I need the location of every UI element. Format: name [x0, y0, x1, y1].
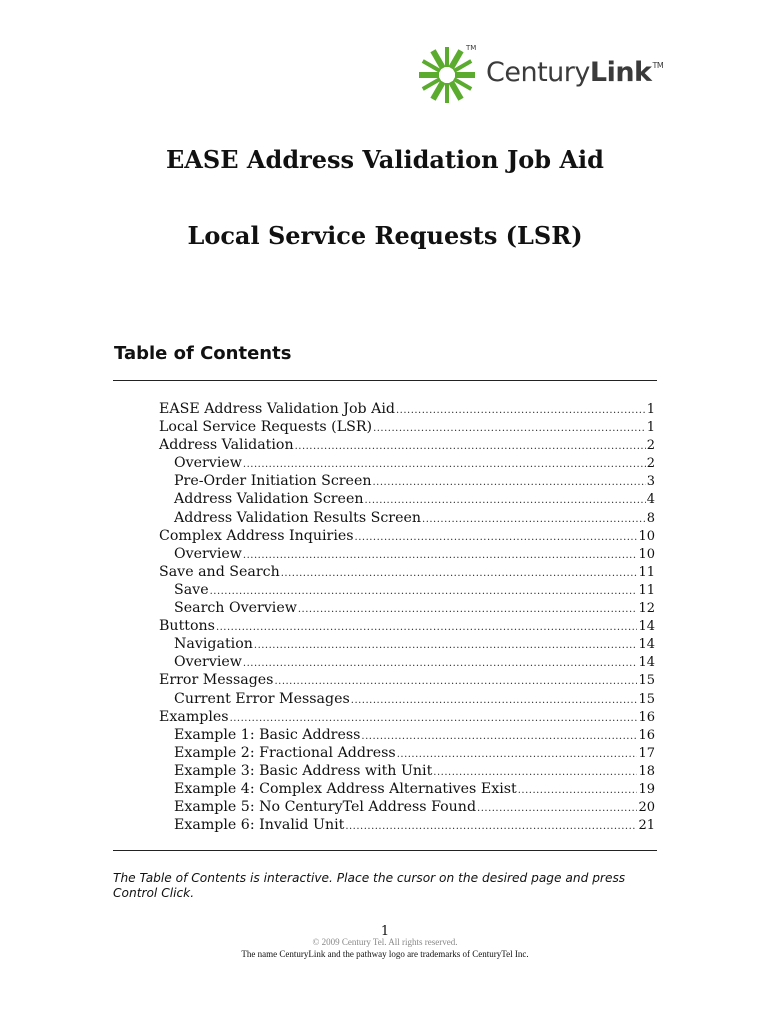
toc-leader-dots [298, 604, 638, 615]
toc-leader-dots [361, 731, 637, 742]
toc-leader-dots [243, 658, 638, 669]
toc-entry-page: 10 [638, 546, 655, 562]
toc-entry[interactable] [159, 491, 655, 509]
toc-entry-page: 12 [638, 601, 655, 617]
pathway-logo-icon [416, 44, 478, 106]
toc-entry-page: 8 [646, 510, 655, 526]
toc-entry[interactable] [159, 564, 655, 582]
toc-bottom-divider [113, 850, 657, 851]
toc-entry-label: Overview [174, 455, 242, 472]
toc-entry-label: Example 4: Complex Address Alternatives Exist [174, 780, 517, 797]
toc-leader-dots [373, 423, 646, 434]
toc-entry[interactable] [159, 817, 655, 835]
toc-entry-page: 2 [646, 438, 655, 454]
page-number: 1 [380, 924, 390, 939]
toc-entry[interactable] [159, 781, 655, 799]
toc-instruction-note: The Table of Contents is interactive. Place the cursor on the desired page and press Control Click. [113, 871, 626, 900]
toc-entry-page: 1 [646, 420, 655, 436]
toc-leader-dots [254, 640, 638, 651]
toc-entry-page: 18 [638, 763, 655, 779]
toc-entry-label: Error Messages [159, 672, 274, 689]
toc-entry-label: Example 2: Fractional Address [174, 744, 396, 761]
table-of-contents [159, 401, 655, 835]
toc-entry-page: 10 [638, 528, 655, 544]
toc-entry-label: EASE Address Validation Job Aid [159, 401, 395, 417]
toc-entry[interactable] [159, 401, 655, 419]
toc-leader-dots [372, 477, 645, 488]
logo-ray [451, 82, 461, 99]
toc-entry-page: 14 [638, 655, 655, 671]
toc-entry[interactable] [159, 437, 655, 455]
toc-leader-dots [243, 459, 646, 470]
toc-entry[interactable] [159, 600, 655, 618]
toc-entry-label: Overview [174, 545, 242, 562]
toc-entry-label: Address Validation Results Screen [174, 509, 422, 526]
toc-entry-label: Address Validation [159, 437, 294, 454]
document-title: EASE Address Validation Job Aid [166, 145, 604, 174]
toc-leader-dots [396, 405, 646, 416]
document-subtitle: Local Service Requests (LSR) [187, 221, 583, 250]
toc-top-divider [113, 380, 657, 381]
toc-entry-page: 14 [638, 619, 655, 635]
centurylink-logo [416, 44, 666, 106]
toc-leader-dots [364, 495, 645, 506]
logo-wordmark [486, 57, 663, 88]
toc-entry-page: 17 [638, 745, 655, 761]
toc-entry-page: 1 [646, 402, 655, 417]
toc-entry-page: 2 [646, 456, 655, 472]
logo-wordmark-bold: Link [589, 57, 652, 88]
logo-ray [433, 82, 443, 99]
toc-entry-label: Examples [159, 708, 229, 725]
toc-entry[interactable] [159, 546, 655, 564]
toc-entry-label: Overview [174, 654, 242, 671]
toc-entry-page: 15 [638, 673, 655, 689]
toc-leader-dots [281, 568, 638, 579]
toc-entry-page: 21 [638, 818, 655, 834]
toc-heading: Table of Contents [114, 343, 292, 364]
logo-tm: TM [652, 61, 664, 70]
toc-entry-label: Pre-Order Initiation Screen [174, 473, 372, 490]
toc-leader-dots [422, 514, 646, 525]
copyright-notice: © 2009 Century Tel. All rights reserved. [312, 937, 458, 947]
toc-leader-dots [351, 695, 638, 706]
toc-leader-dots [433, 767, 637, 778]
toc-entry-page: 20 [638, 800, 655, 816]
toc-entry-label: Complex Address Inquiries [159, 527, 354, 544]
toc-entry[interactable] [159, 709, 655, 727]
toc-entry[interactable] [159, 691, 655, 709]
toc-entry-label: Example 3: Basic Address with Unit [174, 762, 433, 779]
logo-ray [433, 51, 443, 68]
toc-entry-label: Save and Search [159, 563, 280, 580]
logo-ray [451, 51, 461, 68]
toc-leader-dots [210, 586, 638, 597]
toc-entry[interactable] [159, 654, 655, 672]
toc-entry[interactable] [159, 510, 655, 528]
toc-entry-label: Current Error Messages [174, 690, 350, 707]
toc-entry[interactable] [159, 618, 655, 636]
toc-entry[interactable] [159, 636, 655, 654]
toc-leader-dots [274, 676, 637, 687]
toc-entry-label: Example 6: Invalid Unit [174, 817, 345, 834]
toc-entry-label: Address Validation Screen [174, 491, 364, 508]
toc-entry-label: Buttons [159, 618, 215, 635]
toc-entry-page: 4 [646, 492, 655, 508]
toc-entry-label: Example 5: No CenturyTel Address Found [174, 799, 477, 816]
toc-entry-page: 19 [638, 781, 655, 797]
toc-entry[interactable] [159, 582, 655, 600]
toc-leader-dots [477, 803, 637, 814]
toc-entry-label: Search Overview [174, 600, 297, 617]
toc-entry[interactable] [159, 745, 655, 763]
toc-entry-page: 15 [638, 691, 655, 707]
toc-leader-dots [345, 821, 637, 832]
toc-entry[interactable] [159, 419, 655, 437]
toc-leader-dots [518, 785, 638, 796]
toc-entry-page: 16 [638, 727, 655, 743]
toc-entry[interactable] [159, 727, 655, 745]
toc-leader-dots [216, 622, 638, 633]
toc-entry-page: 3 [646, 474, 655, 490]
toc-entry-label: Navigation [174, 636, 253, 653]
toc-entry[interactable] [159, 672, 655, 690]
toc-entry[interactable] [159, 799, 655, 817]
toc-entry[interactable] [159, 455, 655, 473]
toc-entry-page: 16 [638, 709, 655, 725]
trademark-notice: The name CenturyLink and the pathway logo are trademarks of CenturyTel Inc. [241, 949, 529, 959]
logo-mark-tm: TM [466, 44, 477, 52]
toc-leader-dots [295, 441, 646, 452]
toc-entry-page: 11 [638, 564, 655, 580]
toc-entry[interactable] [159, 528, 655, 546]
toc-entry[interactable] [159, 473, 655, 491]
toc-leader-dots [230, 713, 638, 724]
toc-entry-label: Local Service Requests (LSR) [159, 419, 373, 436]
toc-entry-label: Save [174, 581, 209, 598]
toc-leader-dots [243, 550, 638, 561]
toc-leader-dots [397, 749, 638, 760]
toc-entry-label: Example 1: Basic Address [174, 726, 361, 743]
toc-entry[interactable] [159, 763, 655, 781]
toc-entry-page: 14 [638, 637, 655, 653]
logo-wordmark-light: Century [486, 57, 590, 88]
toc-entry-page: 11 [638, 582, 655, 598]
toc-leader-dots [355, 532, 638, 543]
